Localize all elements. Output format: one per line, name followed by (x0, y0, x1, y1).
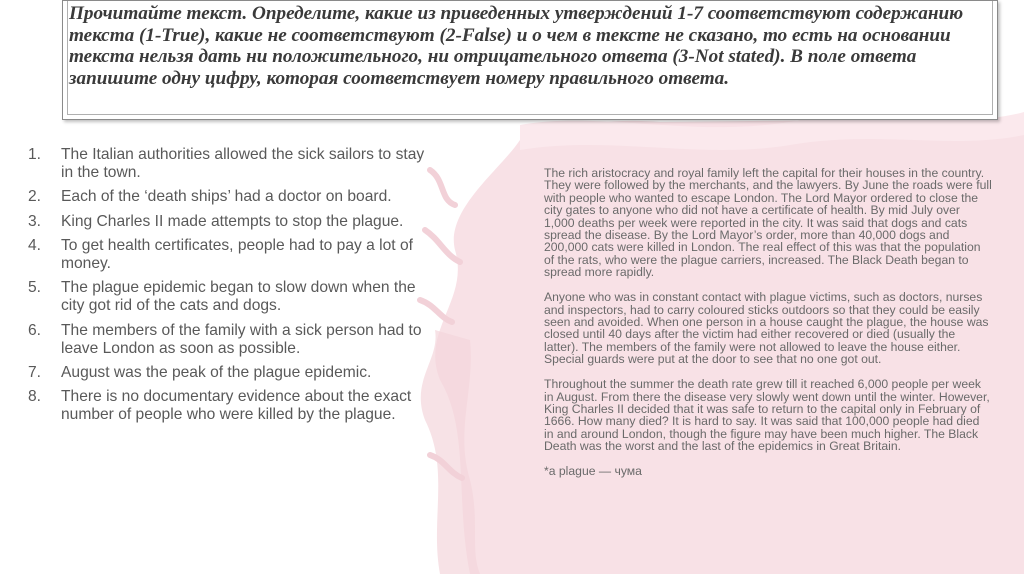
statement-text: The plague epidemic began to slow down when the city got rid of the cats and dogs. (61, 279, 416, 315)
statement-item (28, 237, 428, 273)
statement-item (28, 213, 428, 231)
statement-text: The members of the family with a sick person had to leave London as soon as possible. (61, 321, 422, 357)
statement-item (28, 146, 428, 182)
statements-list (28, 146, 428, 431)
statement-item (28, 279, 428, 315)
statement-number: 6. (28, 321, 42, 339)
statement-text: Each of the ‘death ships’ had a doctor on board. (61, 188, 392, 206)
statement-item (28, 188, 428, 206)
statement-text: The Italian authorities allowed the sick sailors to stay in the town. (61, 146, 425, 182)
statement-number: 7. (28, 364, 42, 382)
task-instruction-text: Прочитайте текст. Определите, какие из приведенных утверждений 1-7 соответствуют содержанию текста (1-True), какие не соответствуют (2-False) и о чем в тексте не сказано, то есть на основании текста нельзя дать ни положительного, ни отрицательного ответа (3-Not stated). В поле ответа запишите одну цифру, которая соответствует номеру правильного ответа. (69, 3, 964, 89)
reading-paragraph: Throughout the summer the death rate grew till it reached 6,000 people per week in August. From there the disease very slowly went down until the winter. However, King Charles II decided that it was safe to return to the capital only in February of 1666. How many died? It is hard to say. It was said that 100,000 people had died in and around London, though the figure may have been much higher. The Black Death was the worst and the last of the epidemics in Great Britain. (544, 377, 990, 454)
statement-number: 4. (28, 236, 42, 254)
statement-text: To get health certificates, people had to pay a lot of money. (61, 236, 413, 273)
statement-text: There is no documentary evidence about the exact number of people who were killed by the plague. (61, 388, 412, 424)
statement-number: 1. (28, 146, 42, 163)
statement-number: 2. (28, 188, 42, 206)
statement-text: King Charles II made attempts to stop the plague. (61, 212, 404, 230)
statement-number: 8. (28, 388, 42, 406)
statement-text: August was the peak of the plague epidemic. (61, 364, 372, 382)
statement-number: 3. (28, 212, 42, 230)
statement-number: 5. (28, 279, 42, 297)
reading-paragraph: Anyone who was in constant contact with plague victims, such as doctors, nurses and inspectors, had to carry coloured sticks outdoors so that they could be easily seen and avoided. When one person in a house caught the plague, the house was closed until 40 days after the victim had either recovered or died (usually the latter). The members of the family were not allowed to leave the house either. Special guards were put at the door to see that no one got out. (544, 290, 989, 367)
statement-item (28, 364, 428, 382)
reading-paragraph: The rich aristocracy and royal family left the capital for their houses in the country. They were followed by the merchants, and the lawyers. By June the roads were full with people who wanted to escape London. The Lord Mayor ordered to close the city gates to anyone who did not have a certificate of health. By mid July over 1,000 deaths per week were reported in the city. It was said that dogs and cats spread the disease. By the Lord Mayor’s order, more than 40,000 dogs and 200,000 cats were killed in London. The real effect of this was that the population of the rats, who were the plague carriers, increased. The Black Death began to spread more rapidly. (544, 166, 992, 280)
footnote: *a plague — чума (544, 464, 642, 479)
reading-text (544, 167, 992, 490)
statement-item (28, 388, 428, 424)
statement-item (28, 322, 428, 358)
task-instruction-box (62, 0, 998, 120)
